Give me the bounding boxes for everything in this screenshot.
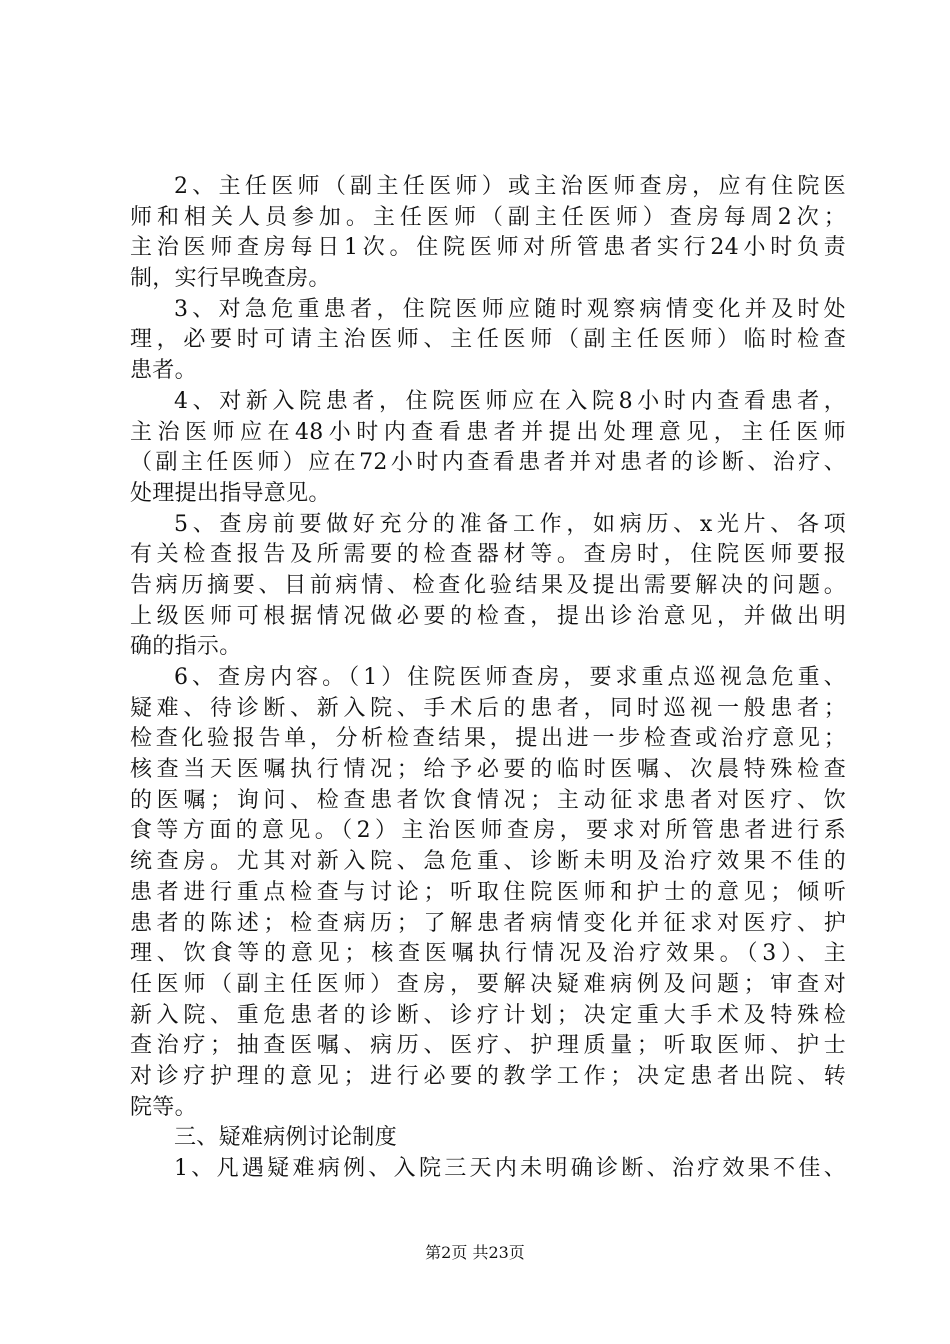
- paragraph: [130, 1123, 846, 1154]
- paragraph-line: 核查当天医嘱执行情况；给予必要的临时医嘱、次晨特殊检查: [130, 757, 846, 783]
- paragraph-line: 主治医师应在48小时内查看患者并提出处理意见，主任医师: [130, 419, 846, 445]
- paragraph-line: 4、对新入院患者，住院医师应在入院8小时内查看患者，: [174, 388, 846, 414]
- paragraph: [130, 510, 846, 663]
- document-body: [130, 172, 846, 1185]
- paragraph: [130, 172, 846, 295]
- page-footer: 第2页 共23页: [425, 1243, 525, 1262]
- paragraph: [130, 387, 846, 510]
- paragraph-line: 主治医师查房每日1次。住院医师对所管患者实行24小时负责: [130, 235, 846, 261]
- paragraph-line: 检查化验报告单，分析检查结果，提出进一步检查或治疗意见；: [130, 726, 846, 752]
- paragraph-line: （副主任医师）应在72小时内查看患者并对患者的诊断、治疗、: [130, 450, 846, 476]
- paragraph-line: 告病历摘要、目前病情、检查化验结果及提出需要解决的问题。: [130, 572, 846, 598]
- paragraph-line: 理，必要时可请主治医师、主任医师（副主任医师）临时检查: [130, 327, 846, 353]
- paragraph: [130, 1154, 846, 1185]
- paragraph-line: 3、对急危重患者，住院医师应随时观察病情变化并及时处: [174, 296, 846, 322]
- paragraph-line: 2、主任医师（副主任医师）或主治医师查房，应有住院医: [174, 174, 846, 199]
- paragraph-line: 制，实行早晚查房。: [130, 266, 331, 292]
- paragraph-line: 三、疑难病例讨论制度: [174, 1125, 398, 1151]
- paragraph-line: 院等。: [130, 1094, 197, 1120]
- paragraph-line: 有关检查报告及所需要的检查器材等。查房时，住院医师要报: [130, 542, 846, 568]
- paragraph-line: 1、凡遇疑难病例、入院三天内未明确诊断、治疗效果不佳、: [174, 1156, 846, 1181]
- paragraph-line: 患者进行重点检查与讨论；听取住院医师和护士的意见；倾听: [130, 879, 846, 905]
- paragraph-line: 处理提出指导意见。: [130, 480, 331, 506]
- paragraph-line: 6、查房内容。（1）住院医师查房，要求重点巡视急危重、: [174, 665, 846, 690]
- paragraph-line: 食等方面的意见。（2）主治医师查房，要求对所管患者进行系: [130, 818, 846, 844]
- paragraph-line: 患者。: [130, 358, 197, 384]
- paragraph-line: 新入院、重危患者的诊断、诊疗计划；决定重大手术及特殊检: [130, 1002, 846, 1028]
- paragraph-line: 患者的陈述；检查病历；了解患者病情变化并征求对医疗、护: [130, 910, 846, 936]
- paragraph-line: 对诊疗护理的意见；进行必要的教学工作；决定患者出院、转: [130, 1063, 846, 1089]
- paragraph-line: 统查房。尤其对新入院、急危重、诊断未明及治疗效果不佳的: [130, 849, 846, 875]
- paragraph-line: 上级医师可根据情况做必要的检查，提出诊治意见，并做出明: [130, 603, 846, 629]
- paragraph-line: 确的指示。: [130, 634, 242, 660]
- paragraph: [130, 295, 846, 387]
- paragraph-line: 任医师（副主任医师）查房，要解决疑难病例及问题；审查对: [130, 971, 846, 997]
- paragraph-line: 疑难、待诊断、新入院、手术后的患者，同时巡视一般患者；: [130, 695, 846, 721]
- paragraph-line: 5、查房前要做好充分的准备工作，如病历、x光片、各项: [174, 511, 846, 537]
- paragraph: [130, 663, 846, 1123]
- paragraph-line: 理、饮食等的意见；核查医嘱执行情况及治疗效果。（3）、主: [130, 941, 846, 967]
- paragraph-line: 的医嘱；询问、检查患者饮食情况；主动征求患者对医疗、饮: [130, 787, 846, 813]
- paragraph-line: 查治疗；抽查医嘱、病历、医疗、护理质量；听取医师、护士: [130, 1033, 846, 1059]
- paragraph-line: 师和相关人员参加。主任医师（副主任医师）查房每周2次；: [130, 204, 846, 230]
